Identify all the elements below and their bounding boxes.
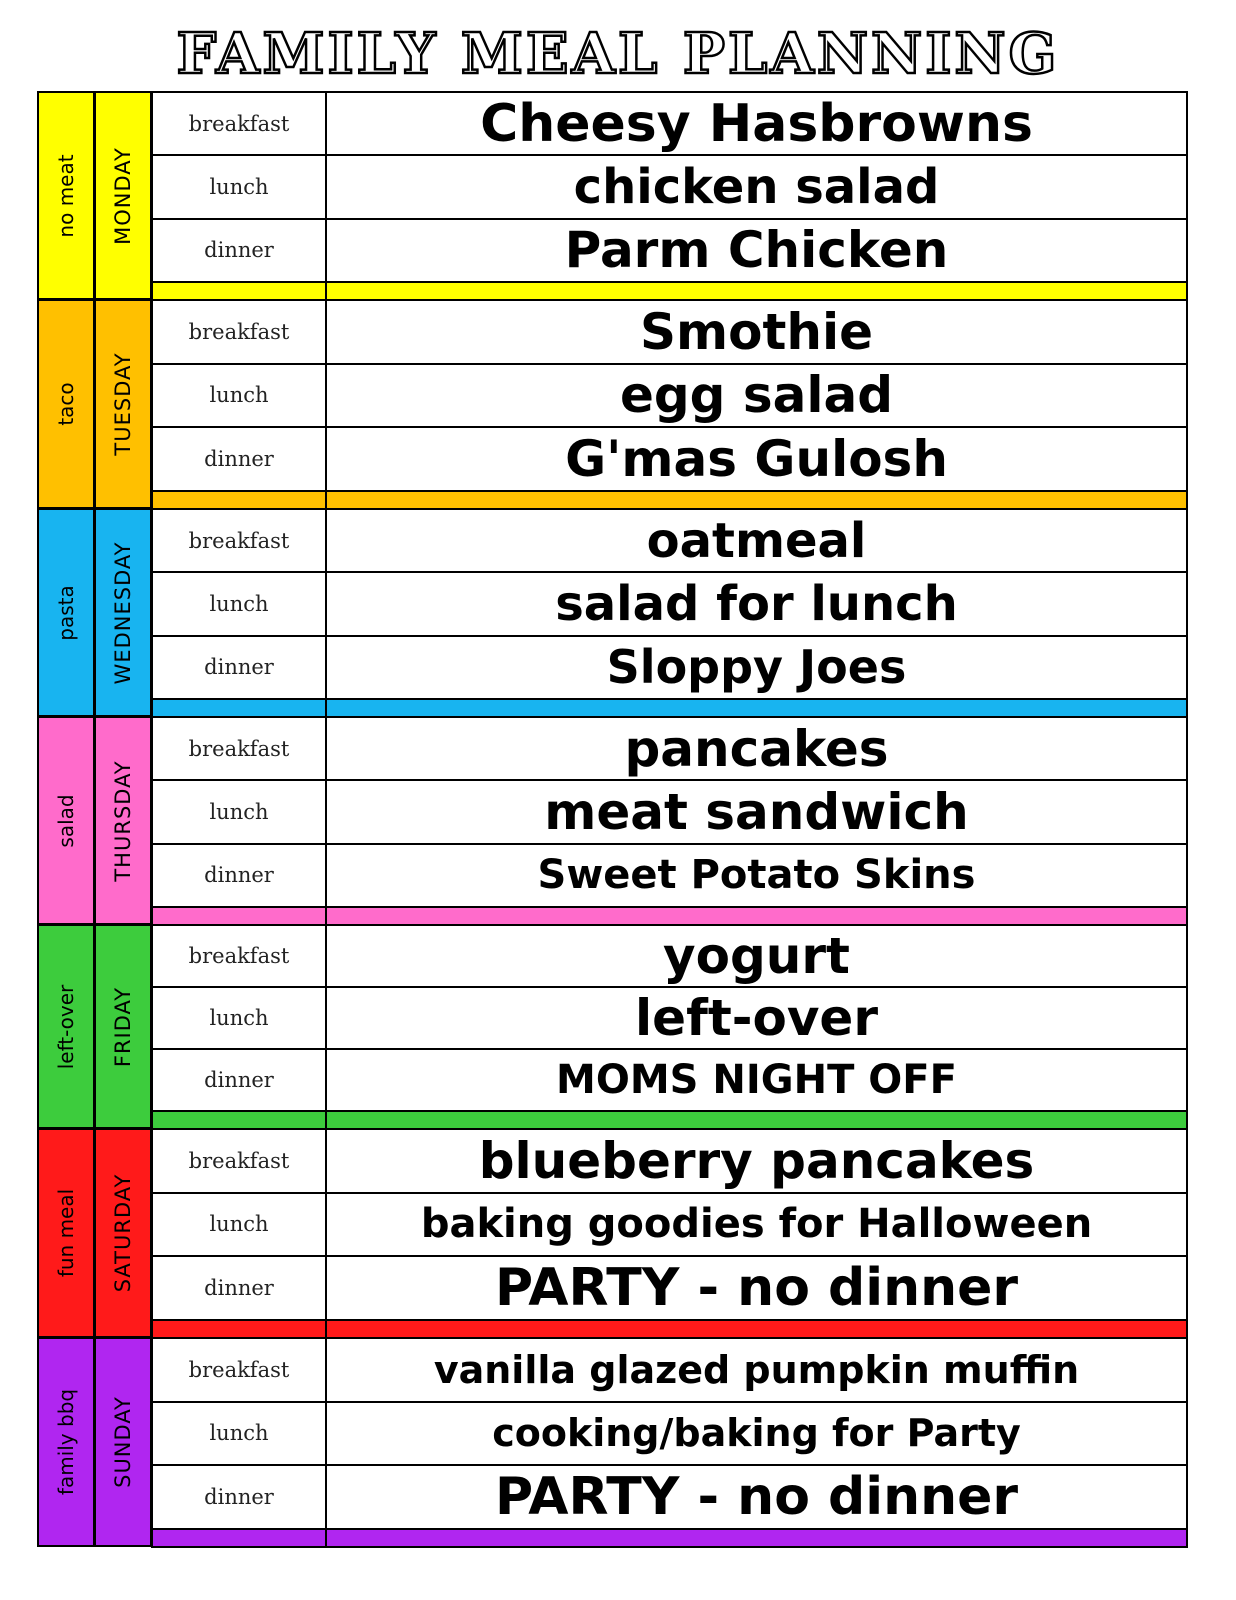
meal-type-label: breakfast — [151, 91, 327, 156]
meal-entry: left-over — [325, 986, 1188, 1050]
day-name: SUNDAY — [111, 1396, 135, 1488]
meal-type-label: lunch — [151, 779, 327, 844]
meal-row-dinner — [151, 843, 1188, 908]
meal-entry: Smothie — [325, 299, 1188, 365]
meal-type-label: lunch — [151, 363, 327, 429]
day-block-wednesday — [37, 508, 1188, 717]
theme-label: left-over — [54, 984, 78, 1069]
meal-row-lunch — [151, 363, 1188, 429]
meal-row-breakfast — [151, 1337, 1188, 1403]
color-strip — [325, 281, 1188, 301]
color-strip — [151, 1110, 327, 1130]
meal-type-label: lunch — [151, 1401, 327, 1467]
theme-cell — [37, 716, 95, 925]
meal-row-breakfast — [151, 716, 1188, 781]
meal-entry: meat sandwich — [325, 779, 1188, 844]
theme-label: family bbq — [54, 1388, 78, 1496]
meal-type-label: dinner — [151, 426, 327, 492]
meal-entry: PARTY - no dinner — [325, 1464, 1188, 1530]
meal-entry: PARTY - no dinner — [325, 1255, 1188, 1321]
day-name: WEDNESDAY — [111, 541, 135, 684]
theme-cell — [37, 1337, 95, 1547]
meal-row-dinner — [151, 426, 1188, 492]
meal-row-lunch — [151, 154, 1188, 219]
color-strip — [325, 1110, 1188, 1130]
meal-entry: Cheesy Hasbrowns — [325, 91, 1188, 156]
meal-row-lunch — [151, 571, 1188, 636]
color-strip — [325, 490, 1188, 510]
meal-row-dinner — [151, 635, 1188, 700]
meal-row-lunch — [151, 779, 1188, 844]
meal-row-lunch — [151, 1401, 1188, 1467]
color-strip — [151, 906, 327, 926]
meal-type-label: dinner — [151, 218, 327, 283]
color-strip — [151, 281, 327, 301]
meal-entry: yogurt — [325, 924, 1188, 988]
color-strip — [151, 490, 327, 510]
meal-row-lunch — [151, 986, 1188, 1050]
day-block-monday — [37, 91, 1188, 300]
theme-label: no meat — [54, 153, 78, 238]
meal-row-dinner — [151, 1255, 1188, 1321]
day-block-thursday — [37, 716, 1188, 925]
theme-cell — [37, 299, 95, 509]
theme-cell — [37, 1128, 95, 1338]
meal-row-breakfast — [151, 91, 1188, 156]
day-name: SATURDAY — [111, 1173, 135, 1293]
meal-type-label: dinner — [151, 843, 327, 908]
meal-type-label: dinner — [151, 1048, 327, 1112]
page-title: FAMILY MEAL PLANNING — [176, 21, 1060, 87]
day-name-cell — [94, 91, 152, 300]
meal-type-label: dinner — [151, 635, 327, 700]
day-name-cell — [94, 924, 152, 1129]
meal-entry: chicken salad — [325, 154, 1188, 219]
day-name-cell — [94, 1128, 152, 1338]
meal-entry: vanilla glazed pumpkin muffin — [325, 1337, 1188, 1403]
color-strip — [151, 1528, 327, 1548]
meal-type-label: dinner — [151, 1464, 327, 1530]
meal-type-label: lunch — [151, 571, 327, 636]
meal-entry: baking goodies for Halloween — [325, 1192, 1188, 1258]
theme-label: salad — [54, 793, 78, 848]
day-name-cell — [94, 508, 152, 717]
theme-cell — [37, 508, 95, 717]
meal-row-breakfast — [151, 299, 1188, 365]
meal-type-label: lunch — [151, 154, 327, 219]
color-strip — [325, 1528, 1188, 1548]
theme-cell — [37, 91, 95, 300]
color-strip — [325, 906, 1188, 926]
meal-entry: G'mas Gulosh — [325, 426, 1188, 492]
day-block-sunday — [37, 1337, 1188, 1547]
day-name-cell — [94, 1337, 152, 1547]
theme-label: pasta — [54, 584, 78, 641]
meal-entry: Sweet Potato Skins — [325, 843, 1188, 908]
meal-type-label: lunch — [151, 986, 327, 1050]
day-name: FRIDAY — [111, 986, 135, 1067]
meal-row-dinner — [151, 1048, 1188, 1112]
day-name-cell — [94, 299, 152, 509]
day-name: THURSDAY — [111, 759, 135, 882]
meal-entry: salad for lunch — [325, 571, 1188, 636]
meal-type-label: breakfast — [151, 924, 327, 988]
meal-entry: Sloppy Joes — [325, 635, 1188, 700]
meal-entry: MOMS NIGHT OFF — [325, 1048, 1188, 1112]
day-name: TUESDAY — [111, 352, 135, 456]
color-strip — [151, 698, 327, 718]
meal-entry: Parm Chicken — [325, 218, 1188, 283]
meal-type-label: breakfast — [151, 1337, 327, 1403]
meal-type-label: breakfast — [151, 1128, 327, 1194]
meal-row-breakfast — [151, 924, 1188, 988]
theme-label: taco — [54, 382, 78, 426]
meal-entry: cooking/baking for Party — [325, 1401, 1188, 1467]
color-strip — [325, 1319, 1188, 1339]
meal-row-breakfast — [151, 508, 1188, 573]
theme-cell — [37, 924, 95, 1129]
meal-type-label: breakfast — [151, 508, 327, 573]
meal-entry: egg salad — [325, 363, 1188, 429]
day-block-saturday — [37, 1128, 1188, 1338]
color-strip — [151, 1319, 327, 1339]
theme-label: fun meal — [54, 1188, 78, 1278]
meal-row-breakfast — [151, 1128, 1188, 1194]
color-strip — [325, 698, 1188, 718]
meal-entry: pancakes — [325, 716, 1188, 781]
day-block-tuesday — [37, 299, 1188, 509]
meal-row-lunch — [151, 1192, 1188, 1258]
meal-type-label: breakfast — [151, 299, 327, 365]
meal-type-label: lunch — [151, 1192, 327, 1258]
meal-entry: oatmeal — [325, 508, 1188, 573]
meal-type-label: breakfast — [151, 716, 327, 781]
day-block-friday — [37, 924, 1188, 1129]
day-name: MONDAY — [111, 146, 135, 245]
day-name-cell — [94, 716, 152, 925]
meal-entry: blueberry pancakes — [325, 1128, 1188, 1194]
meal-type-label: dinner — [151, 1255, 327, 1321]
meal-row-dinner — [151, 218, 1188, 283]
meal-row-dinner — [151, 1464, 1188, 1530]
